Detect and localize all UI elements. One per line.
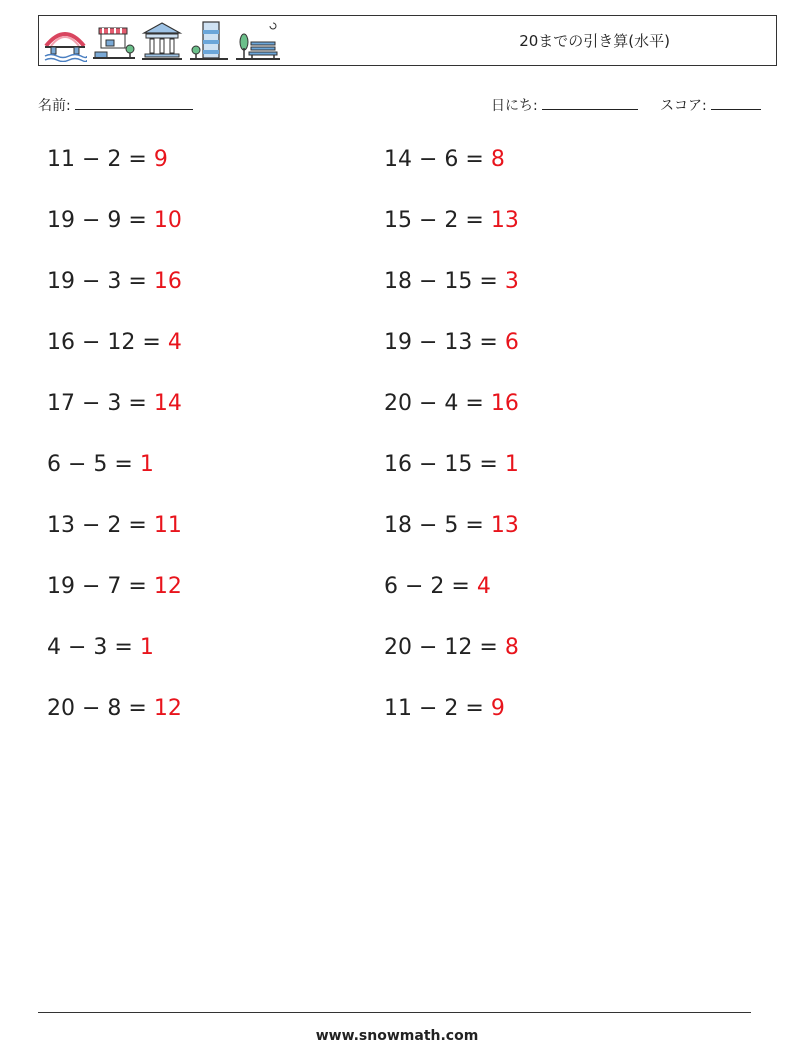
- problem-answer: 9: [153, 147, 168, 172]
- problem-question: 17 − 3 =: [47, 391, 154, 416]
- header-icons: [43, 20, 281, 62]
- problem-answer: 4: [167, 330, 182, 355]
- name-label: 名前:: [38, 98, 71, 114]
- problem-question: 18 − 5 =: [384, 513, 491, 538]
- problem-item: [47, 389, 182, 419]
- problem-answer: 3: [504, 269, 519, 294]
- problem-item: [47, 206, 182, 236]
- problem-answer: 13: [490, 513, 519, 538]
- problem-item: [384, 450, 519, 480]
- problem-question: 4 − 3 =: [47, 635, 140, 660]
- problem-question: 11 − 2 =: [47, 147, 154, 172]
- problem-question: 16 − 12 =: [47, 330, 168, 355]
- date-blank: [542, 97, 638, 110]
- problem-item: [384, 572, 491, 602]
- name-field: [38, 95, 193, 115]
- problem-answer: 1: [139, 452, 154, 477]
- problem-question: 13 − 2 =: [47, 513, 154, 538]
- problem-question: 19 − 9 =: [47, 208, 154, 233]
- problem-question: 19 − 7 =: [47, 574, 154, 599]
- problem-question: 18 − 15 =: [384, 269, 505, 294]
- problem-answer: 12: [153, 696, 182, 721]
- problem-answer: 14: [153, 391, 182, 416]
- problem-question: 14 − 6 =: [384, 147, 491, 172]
- problem-question: 20 − 4 =: [384, 391, 491, 416]
- problem-answer: 16: [153, 269, 182, 294]
- problem-question: 6 − 2 =: [384, 574, 477, 599]
- problem-item: [384, 206, 519, 236]
- problem-answer: 13: [490, 208, 519, 233]
- problem-item: [384, 389, 519, 419]
- footer-site: www.snowmath.com: [315, 1028, 479, 1044]
- footer-divider: [38, 1012, 751, 1013]
- problem-item: [47, 328, 182, 358]
- problem-question: 11 − 2 =: [384, 696, 491, 721]
- park-bench-icon: [235, 20, 281, 62]
- problem-item: [47, 572, 182, 602]
- date-label: 日にち:: [491, 98, 538, 114]
- problem-question: 19 − 3 =: [47, 269, 154, 294]
- problem-item: [47, 267, 182, 297]
- problem-item: [47, 633, 154, 663]
- museum-icon: [141, 20, 183, 62]
- problem-item: [384, 328, 519, 358]
- problem-item: [47, 145, 168, 175]
- problem-question: 6 − 5 =: [47, 452, 140, 477]
- score-label: スコア:: [660, 98, 707, 114]
- problem-item: [47, 450, 154, 480]
- problem-answer: 1: [504, 452, 519, 477]
- office-tower-icon: [189, 20, 229, 62]
- worksheet-header: [38, 15, 777, 66]
- market-stall-icon: [93, 20, 135, 62]
- score-field: [660, 95, 761, 115]
- problem-item: [47, 694, 182, 724]
- problem-answer: 16: [490, 391, 519, 416]
- problem-item: [384, 511, 519, 541]
- problem-question: 16 − 15 =: [384, 452, 505, 477]
- date-field: [491, 95, 638, 115]
- bridge-icon: [43, 20, 87, 62]
- problem-item: [384, 267, 519, 297]
- problem-answer: 8: [490, 147, 505, 172]
- problem-answer: 8: [504, 635, 519, 660]
- problem-answer: 4: [476, 574, 491, 599]
- worksheet-title: 20までの引き算(水平): [519, 32, 670, 50]
- problem-item: [384, 145, 505, 175]
- problem-answer: 10: [153, 208, 182, 233]
- problem-item: [384, 633, 519, 663]
- problem-question: 20 − 8 =: [47, 696, 154, 721]
- problem-answer: 11: [153, 513, 182, 538]
- problem-item: [384, 694, 505, 724]
- problem-question: 20 − 12 =: [384, 635, 505, 660]
- problem-item: [47, 511, 182, 541]
- name-blank: [75, 97, 193, 110]
- problem-answer: 1: [139, 635, 154, 660]
- problem-answer: 9: [490, 696, 505, 721]
- score-blank: [711, 97, 761, 110]
- problem-answer: 6: [504, 330, 519, 355]
- problem-question: 15 − 2 =: [384, 208, 491, 233]
- problem-answer: 12: [153, 574, 182, 599]
- problem-question: 19 − 13 =: [384, 330, 505, 355]
